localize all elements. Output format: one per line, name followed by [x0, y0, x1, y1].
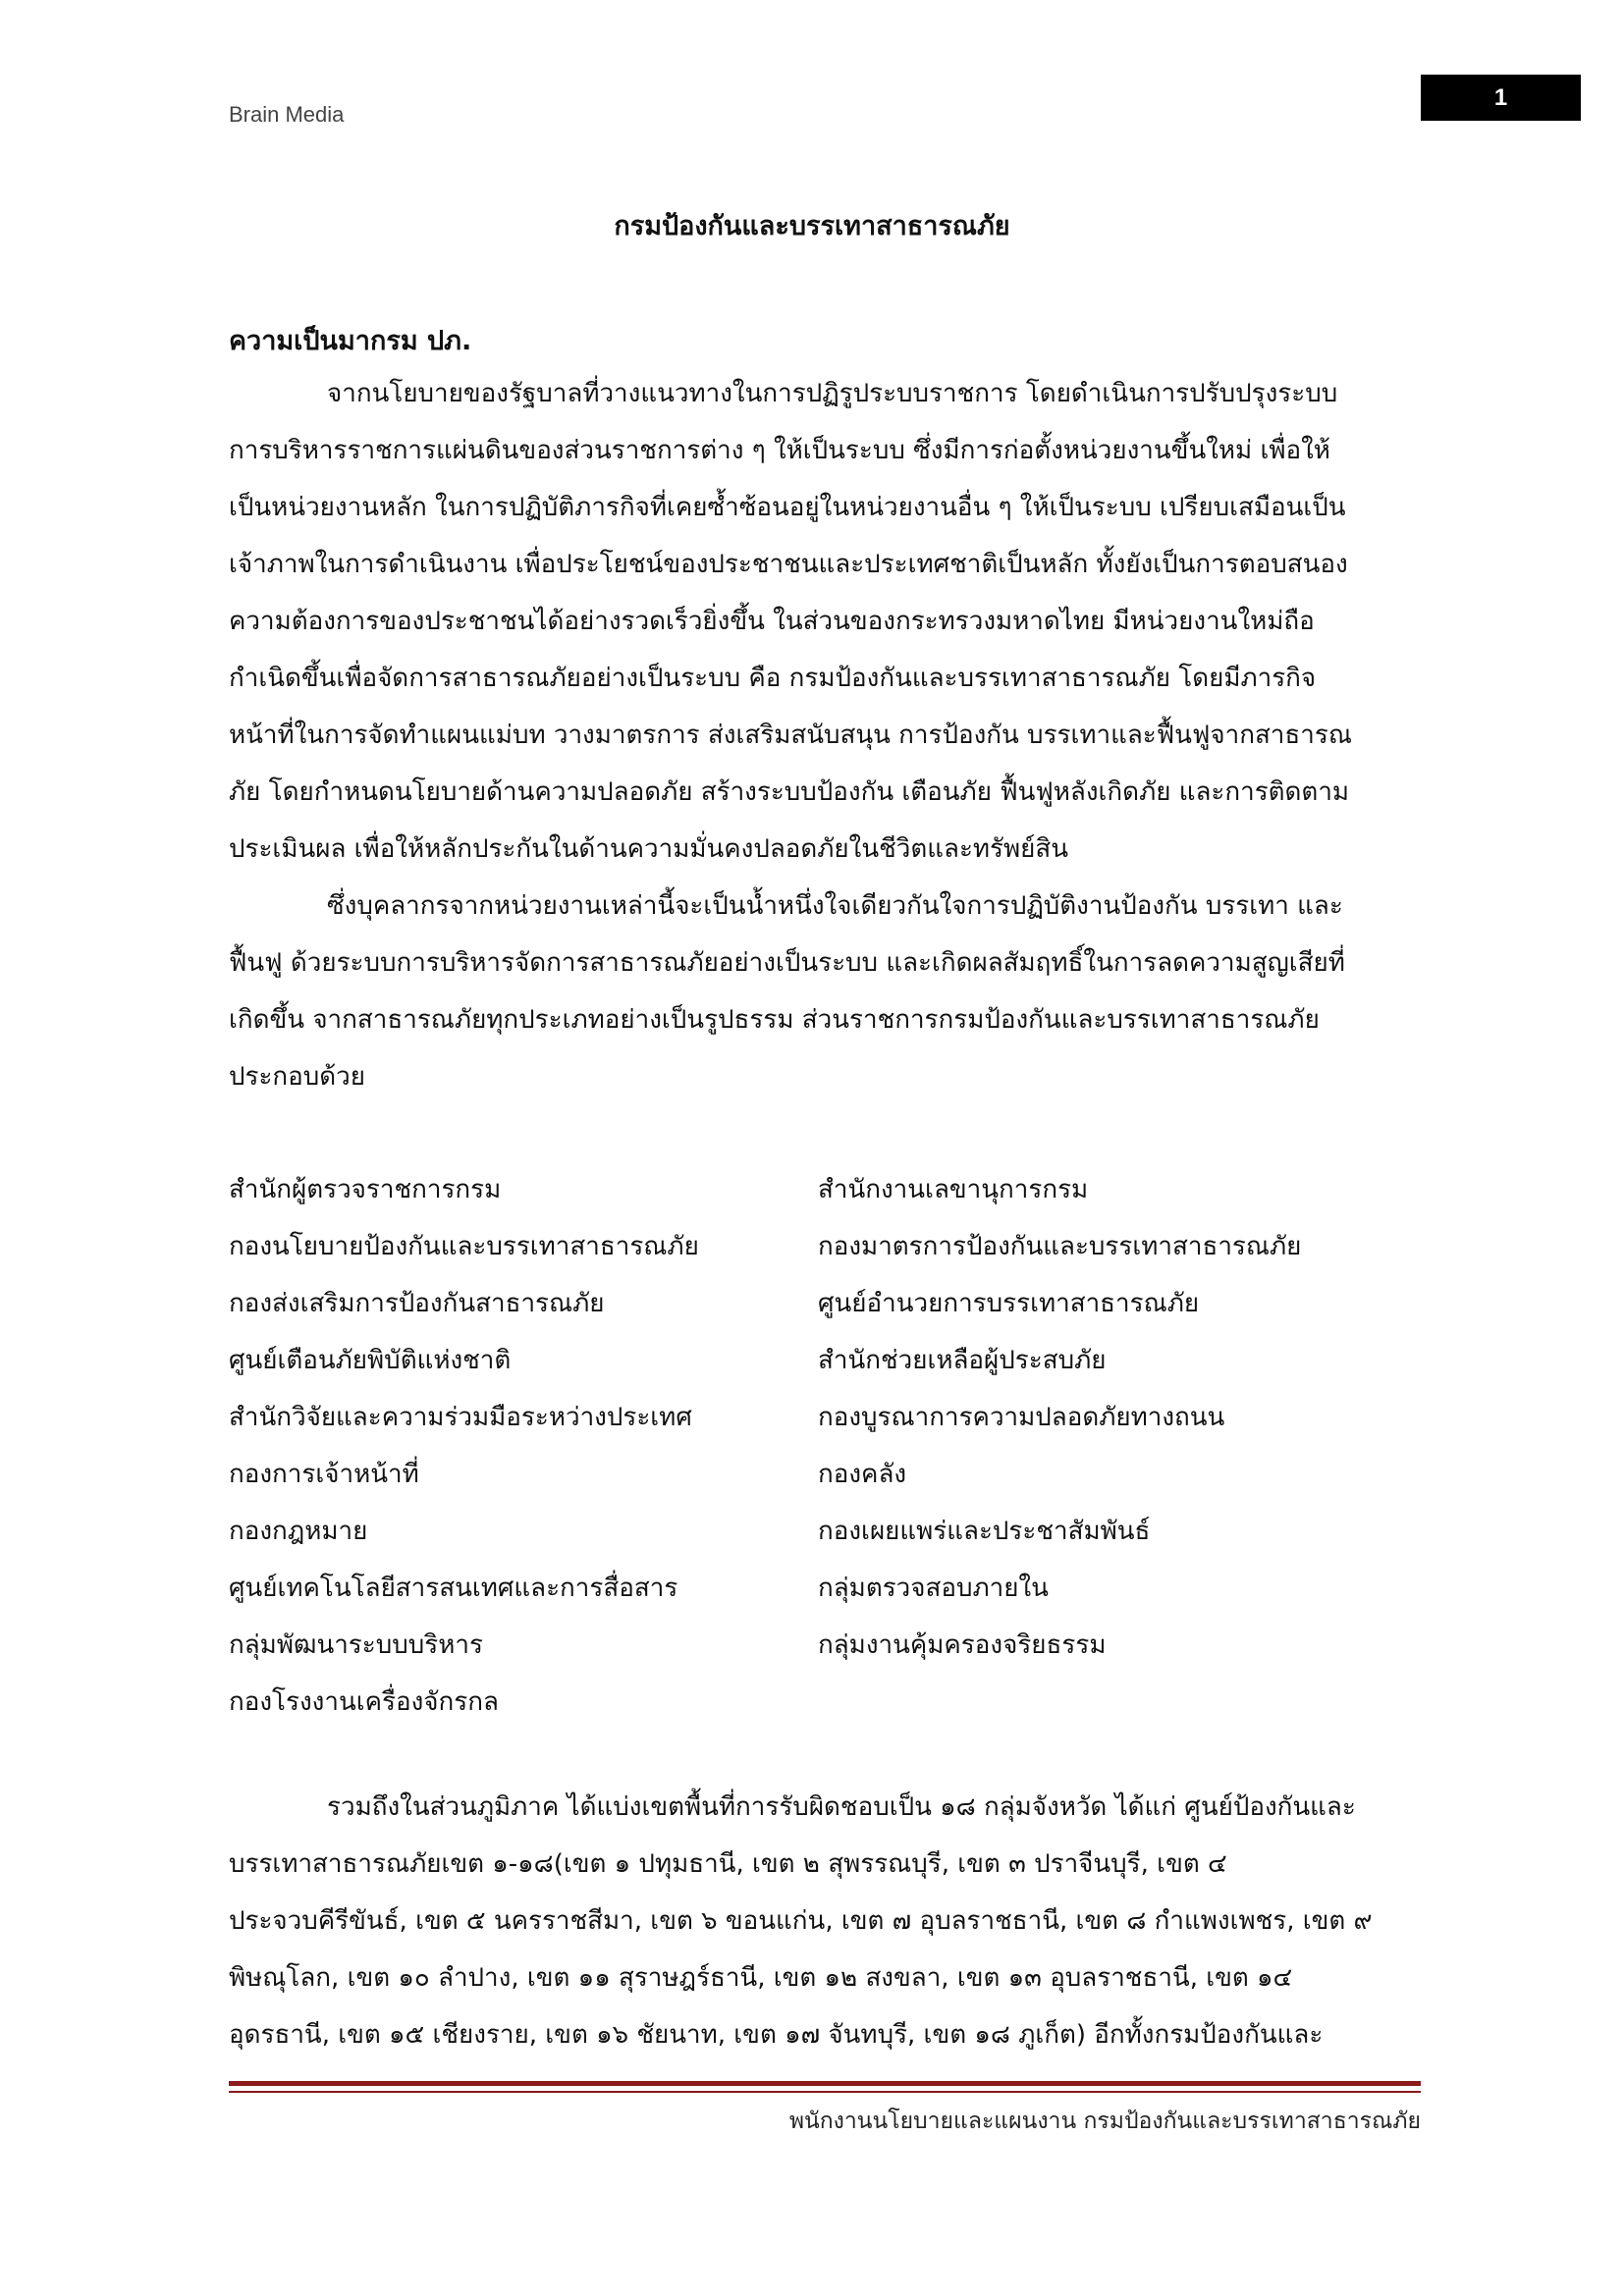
paragraph-line: เกิดขึ้น จากสาธารณภัยทุกประเภทอย่างเป็นรูปธรรม ส่วนราชการกรมป้องกันและบรรเทาสาธารณภัย — [229, 1005, 1320, 1035]
org-unit-left: กองกฎหมาย — [229, 1517, 368, 1546]
footer-rule-thick — [229, 2081, 1421, 2086]
org-unit-right: กองมาตรการป้องกันและบรรเทาสาธารณภัย — [818, 1232, 1302, 1261]
org-unit-right: สำนักงานเลขานุการกรม — [818, 1175, 1089, 1204]
document-title: กรมป้องกันและบรรเทาสาธารณภัย — [614, 211, 1010, 241]
org-unit-left: กลุ่มพัฒนาระบบบริหาร — [229, 1630, 483, 1660]
page-number: 1 — [1421, 75, 1581, 121]
paragraph-line: ฟื้นฟู ด้วยระบบการบริหารจัดการสาธารณภัยอย่างเป็นระบบ และเกิดผลสัมฤทธิ์ในการลดความสูญเสียที่ — [229, 948, 1345, 978]
paragraph-line: การบริหารราชการแผ่นดินของส่วนราชการต่าง ๆ ให้เป็นระบบ ซึ่งมีการก่อตั้งหน่วยงานขึ้นใหม่ เพื่อให้ — [229, 436, 1330, 465]
org-unit-left: กองโรงงานเครื่องจักรกล — [229, 1687, 499, 1717]
paragraph-line: ประจวบคีรีขันธ์, เขต ๕ นครราชสีมา, เขต ๖ ขอนแก่น, เขต ๗ อุบลราชธานี, เขต ๘ กำแพงเพชร, เขต ๙ — [229, 1906, 1373, 1936]
org-unit-left: กองการเจ้าหน้าที่ — [229, 1460, 419, 1489]
header-brand: Brain Media — [229, 102, 345, 127]
org-unit-right: กองคลัง — [818, 1460, 907, 1489]
paragraph-line: รวมถึงในส่วนภูมิภาค ได้แบ่งเขตพื้นที่การรับผิดชอบเป็น ๑๘ กลุ่มจังหวัด ได้แก่ ศูนย์ป้องกันและ — [327, 1792, 1356, 1822]
paragraph-personnel — [229, 878, 1407, 1105]
paragraph-line: เป็นหน่วยงานหลัก ในการปฏิบัติภารกิจที่เคยซ้ำซ้อนอยู่ในหน่วยงานอื่น ๆ ให้เป็นระบบ เปรียบเสมือนเป็น — [229, 493, 1346, 522]
paragraph-regional — [229, 1779, 1407, 2063]
org-unit-right: กลุ่มตรวจสอบภายใน — [818, 1574, 1049, 1603]
paragraph-line: จากนโยบายของรัฐบาลที่วางแนวทางในการปฏิรูประบบราชการ โดยดำเนินการปรับปรุงระบบ — [327, 379, 1338, 408]
org-unit-right: กองบูรณาการความปลอดภัยทางถนน — [818, 1403, 1225, 1432]
footer-text: พนักงานนโยบายและแผนงาน กรมป้องกันและบรรเทาสาธารณภัย — [788, 2109, 1421, 2134]
section-heading: ความเป็นมากรม ปภ. — [229, 326, 472, 356]
org-unit-right: กองเผยแพร่และประชาสัมพันธ์ — [818, 1517, 1151, 1546]
paragraph-history — [229, 365, 1407, 878]
paragraph-line: ประเมินผล เพื่อให้หลักประกันในด้านความมั่นคงปลอดภัยในชีวิตและทรัพย์สิน — [229, 834, 1069, 864]
org-unit-left: ศูนย์เตือนภัยพิบัติแห่งชาติ — [229, 1346, 512, 1375]
paragraph-line: ความต้องการของประชาชนได้อย่างรวดเร็วยิ่งขึ้น ในส่วนของกระทรวงมหาดไทย มีหน่วยงานใหม่ถือ — [229, 607, 1315, 636]
footer-rule-thin — [229, 2091, 1421, 2093]
org-unit-right: ศูนย์อำนวยการบรรเทาสาธารณภัย — [818, 1289, 1200, 1318]
paragraph-line: ภัย โดยกำหนดนโยบายด้านความปลอดภัย สร้างระบบป้องกัน เตือนภัย ฟื้นฟูหลังเกิดภัย และการติดตาม — [229, 777, 1350, 807]
org-unit-left: สำนักผู้ตรวจราชการกรม — [229, 1175, 502, 1204]
paragraph-line: หน้าที่ในการจัดทำแผนแม่บท วางมาตรการ ส่งเสริมสนับสนุน การป้องกัน บรรเทาและฟื้นฟูจากสาธารณ — [229, 721, 1352, 750]
paragraph-line: ซึ่งบุคลากรจากหน่วยงานเหล่านี้จะเป็นน้ำหนึ่งใจเดียวกันใจการปฏิบัติงานป้องกัน บรรเทา และ — [327, 891, 1343, 921]
org-unit-left: กองส่งเสริมการป้องกันสาธารณภัย — [229, 1289, 605, 1318]
paragraph-line: บรรเทาสาธารณภัยเขต ๑-๑๘(เขต ๑ ปทุมธานี, เขต ๒ สุพรรณบุรี, เขต ๓ ปราจีนบุรี, เขต ๔ — [229, 1849, 1227, 1879]
paragraph-line: พิษณุโลก, เขต ๑๐ ลำปาง, เขต ๑๑ สุราษฎร์ธานี, เขต ๑๒ สงขลา, เขต ๑๓ อุบลราชธานี, เขต ๑๔ — [229, 1963, 1293, 1993]
org-unit-left: ศูนย์เทคโนโลยีสารสนเทศและการสื่อสาร — [229, 1574, 678, 1603]
org-unit-left: กองนโยบายป้องกันและบรรเทาสาธารณภัย — [229, 1232, 699, 1261]
paragraph-line: กำเนิดขึ้นเพื่อจัดการสาธารณภัยอย่างเป็นระบบ คือ กรมป้องกันและบรรเทาสาธารณภัย โดยมีภารกิจ — [229, 664, 1317, 693]
paragraph-line: เจ้าภาพในการดำเนินงาน เพื่อประโยชน์ของประชาชนและประเทศชาติเป็นหลัก ทั้งยังเป็นการตอบสนอง — [229, 550, 1348, 579]
org-unit-right: สำนักช่วยเหลือผู้ประสบภัย — [818, 1346, 1107, 1375]
org-unit-left: สำนักวิจัยและความร่วมมือระหว่างประเทศ — [229, 1403, 692, 1432]
org-unit-right: กลุ่มงานคุ้มครองจริยธรรม — [818, 1630, 1107, 1660]
paragraph-line: ประกอบด้วย — [229, 1062, 366, 1092]
paragraph-line: อุดรธานี, เขต ๑๕ เชียงราย, เขต ๑๖ ชัยนาท, เขต ๑๗ จันทบุรี, เขต ๑๘ ภูเก็ต) อีกทั้งกรมป้องกันและ — [229, 2020, 1324, 2050]
